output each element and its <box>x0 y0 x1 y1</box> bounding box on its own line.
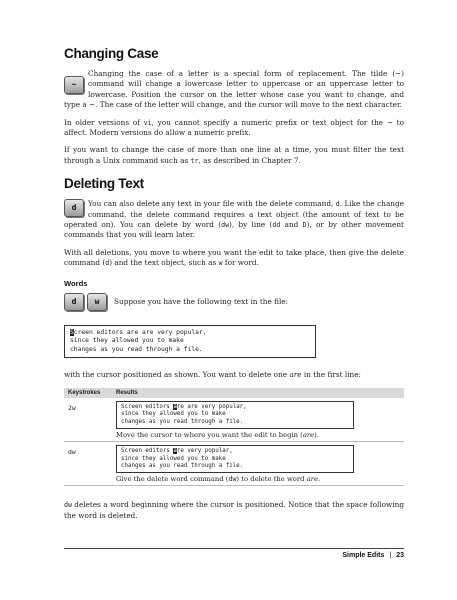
page-body <box>64 46 404 528</box>
heading-changing-case: Changing Case <box>64 46 159 61</box>
result-description <box>116 431 400 439</box>
inline-code: dw <box>228 475 237 484</box>
cursor-char: a <box>173 448 177 455</box>
heading-deleting-text: Deleting Text <box>64 176 144 192</box>
keystrokes-table <box>64 388 404 486</box>
text: In older versions of <box>64 117 144 127</box>
text: ), by line ( <box>229 220 273 230</box>
row-result <box>112 442 404 486</box>
row-keystroke: dw <box>64 442 112 486</box>
inline-code: vi <box>143 118 152 127</box>
col-keystrokes: Keystrokes <box>64 388 112 398</box>
page-footer <box>342 552 404 559</box>
text: . Like the change command, the delete command requires a text object (the amount of text to be operated on). You can delete by word ( <box>64 199 404 230</box>
text: ), or by other movement commands that you will learn later. <box>64 220 404 240</box>
heading-words: Words <box>64 278 88 288</box>
footer-rule <box>64 548 404 549</box>
table-row <box>64 442 404 486</box>
text: Screen editors <box>121 403 174 410</box>
text: If you want to change the case of more than one line at a time, you must filter the text through a Unix command such as <box>64 145 404 165</box>
text: Screen editors <box>121 448 174 455</box>
words-intro: Suppose you have the following text in the file: <box>114 296 289 306</box>
row-keystroke: 2w <box>64 398 112 442</box>
text: ). <box>314 431 319 440</box>
table-row <box>64 398 404 442</box>
emphasis: are <box>289 370 302 380</box>
sample-text-box <box>64 325 316 359</box>
cursor-char: a <box>173 403 177 410</box>
emphasis: are <box>306 475 318 484</box>
tilde-key-icon: ~ <box>64 76 84 94</box>
inline-code: dw <box>221 221 230 230</box>
text: with the cursor positioned as shown. You want to delete one <box>64 370 290 380</box>
text: , as described in Chapter 7. <box>198 155 301 165</box>
cursor-char: S <box>70 328 74 336</box>
text: Give the delete word command ( <box>116 475 229 484</box>
sample-text: creen editors are are very popular, since they allowed you to make changes as you read through a file. <box>70 328 207 353</box>
cursor-positioned-paragraph <box>64 370 404 380</box>
closing-paragraph <box>64 500 404 521</box>
row-result <box>112 398 404 442</box>
text: . <box>318 475 321 484</box>
inline-code: tr <box>190 156 199 165</box>
text: , you cannot specify a numeric prefix or text object for the ~ to affect. Modern versions do allow a numeric prefix. <box>64 117 404 138</box>
result-box <box>116 445 354 473</box>
inline-code: d <box>335 200 340 209</box>
delete-command-paragraph <box>64 199 404 241</box>
text: You can also delete any text in your file with the delete command, <box>88 199 336 209</box>
inline-code: w <box>218 259 223 268</box>
emphasis: are <box>302 431 315 440</box>
page-number: 23 <box>396 552 404 559</box>
footer-separator: | <box>389 552 392 559</box>
inline-code: dw <box>64 501 72 510</box>
col-results: Results <box>112 388 404 398</box>
older-versions-paragraph <box>64 118 404 139</box>
d-key-icon: d <box>64 293 84 311</box>
text: and <box>280 220 303 230</box>
table-header <box>64 388 404 398</box>
result-box <box>116 401 354 429</box>
text: in the first line: <box>301 370 362 380</box>
text: re are very popular, since they allowed you to make changes as you read through a file. <box>121 403 247 425</box>
changing-case-paragraph: Changing the case of a letter is a special form of replacement. The tilde (~) command will change a lowercase letter to uppercase or an uppercase letter to lowercase. Position the cursor on the letter whose case you want to change, and type a ~. The case of the letter will change, and the cursor will move to the next character. <box>64 69 404 110</box>
inline-code: d <box>105 259 110 268</box>
dw-keys <box>64 293 110 313</box>
inline-code: D <box>302 221 307 230</box>
text: ) and the text object, such as <box>109 258 219 268</box>
w-key-icon: w <box>87 293 107 311</box>
footer-title: Simple Edits <box>342 552 385 559</box>
result-description <box>116 475 400 483</box>
text: With all deletions, you move to where you want the edit to take place, then give the delete command ( <box>64 247 404 268</box>
all-deletions-paragraph <box>64 248 404 269</box>
text: deletes a word beginning where the cursor is positioned. Notice that the space following the word is deleted. <box>64 500 404 520</box>
text: for word. <box>222 258 259 268</box>
filter-paragraph <box>64 145 404 166</box>
inline-code: dd <box>272 221 281 230</box>
text: ) to delete the word <box>236 475 307 484</box>
text: Move the cursor to where you want the edit to begin ( <box>116 431 303 440</box>
text: re very popular, since they allowed you to make changes as you read through a file. <box>121 448 244 469</box>
d-key-icon: d <box>64 199 84 217</box>
